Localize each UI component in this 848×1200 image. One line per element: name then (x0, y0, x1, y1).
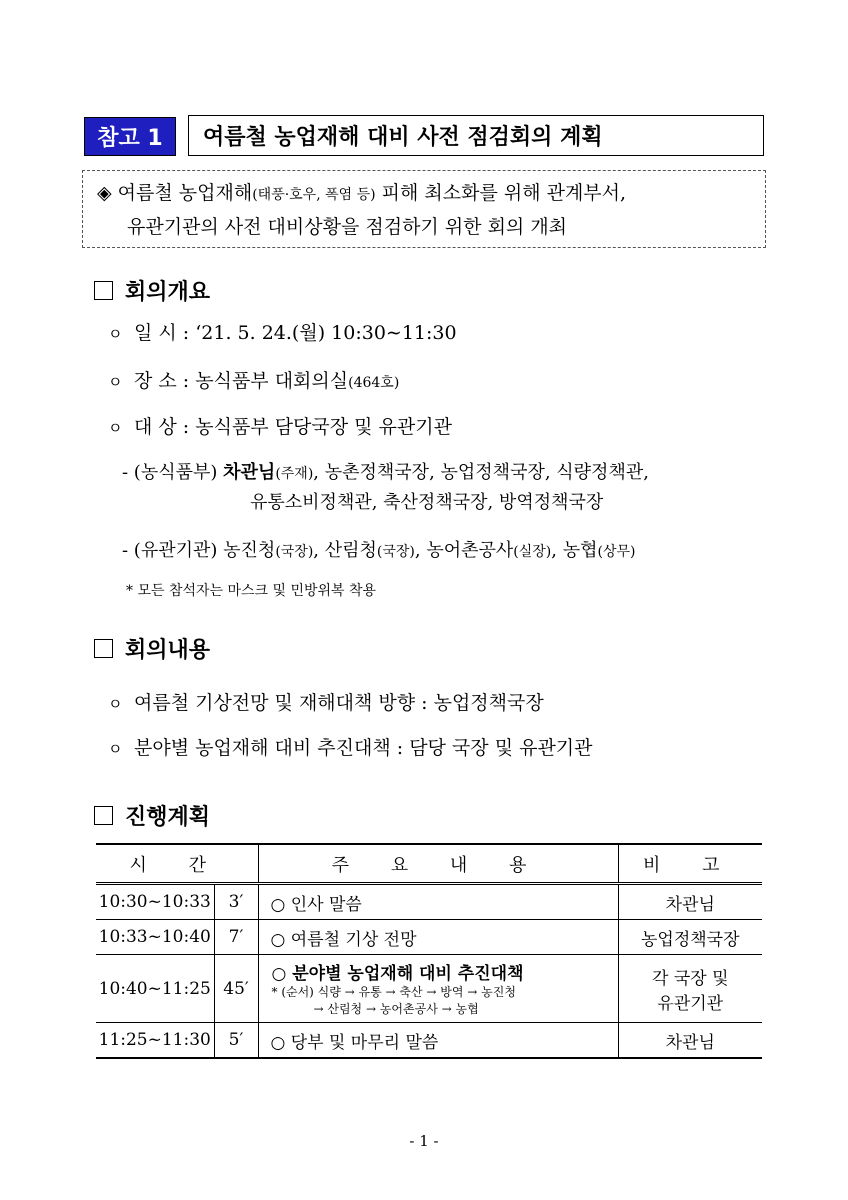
row-content-order-2: → 산림청 → 농어촌공사 → 농협 (313, 1002, 479, 1016)
section-contents-heading (94, 633, 210, 664)
bullet-icon: ㅇ (108, 419, 123, 437)
agency-1: 농진청 (223, 540, 276, 561)
row-time: 10:33~10:40 (96, 920, 214, 955)
ministry-line-2: 유통소비정책관, 축산정책국장, 방역정책국장 (250, 492, 604, 513)
summary-line-2: 유관기관의 사전 대비상황을 점검하기 위한 회의 개최 (127, 216, 568, 238)
overview-target (108, 412, 452, 439)
ministry-chair: 차관님 (223, 462, 276, 483)
overview-place (108, 366, 399, 393)
row-time: 10:40~11:25 (96, 955, 214, 1023)
checkbox-square-icon (94, 806, 113, 825)
diamond-marker: ◈ (97, 182, 112, 204)
section-plan-heading (94, 800, 210, 831)
reference-tag: 참고 1 (84, 117, 176, 156)
ministry-prefix: - (농식품부) (122, 462, 218, 483)
row-duration: 7′ (214, 920, 258, 955)
target-value: 농식품부 담당국장 및 유관기관 (195, 416, 452, 438)
agency-3: , 농어촌공사 (414, 540, 514, 561)
section-overview-heading (94, 275, 210, 306)
section-title: 진행계획 (125, 805, 211, 830)
section-title: 회의개요 (125, 280, 211, 305)
bullet-icon: ㅇ (108, 695, 123, 713)
date-label: 일 시 : (134, 322, 190, 344)
row-content: ○ 당부 및 마무리 말씀 (258, 1023, 618, 1059)
row-note-line-1: 각 국장 및 (652, 968, 729, 989)
bullet-icon: ㅇ (108, 740, 123, 758)
bullet-icon: ㅇ (108, 325, 123, 343)
row-duration: 3′ (214, 884, 258, 920)
agency-4-note: (상무) (597, 544, 636, 560)
row-content-main: ○ 분야별 농업재해 대비 추진대책 (271, 964, 524, 984)
summary-box (82, 170, 766, 248)
checkbox-square-icon (94, 281, 113, 300)
column-header-time: 시 간 (96, 844, 258, 884)
row-time: 10:30~10:33 (96, 884, 214, 920)
place-room: (464호) (348, 375, 400, 391)
row-note: 차관님 (618, 1023, 762, 1059)
summary-small: (태풍·호우, 폭염 등) (252, 187, 376, 203)
row-content (258, 955, 618, 1023)
agency-line (122, 536, 635, 562)
row-content: ○ 여름철 기상 전망 (258, 920, 618, 955)
row-duration: 45′ (214, 955, 258, 1023)
row-duration: 5′ (214, 1023, 258, 1059)
table-row (96, 1023, 762, 1059)
table-row (96, 955, 762, 1023)
agency-3-note: (실장) (513, 544, 552, 560)
row-note: 농업정책국장 (618, 920, 762, 955)
contents-item (108, 733, 593, 760)
section-title: 회의내용 (125, 638, 211, 663)
date-value: ‘21. 5. 24.(월) 10:30∼11:30 (195, 322, 457, 344)
summary-text-b: 피해 최소화를 위해 관계부서, (375, 182, 627, 204)
place-value: 농식품부 대회의실 (195, 370, 349, 392)
agency-1-note: (국장) (275, 544, 314, 560)
table-row (96, 884, 762, 920)
target-label: 대 상 : (134, 416, 190, 438)
agency-4: , 농협 (551, 540, 598, 561)
summary-line-1 (97, 177, 765, 211)
row-note-line-2: 유관기관 (657, 993, 724, 1014)
column-header-note: 비 고 (618, 844, 762, 884)
table-header-row (96, 844, 762, 884)
page-number: - 1 - (409, 1132, 439, 1150)
mask-note: * 모든 참석자는 마스크 및 민방위복 착용 (126, 583, 377, 599)
row-content-order: * (순서) 식량 → 유통 → 축산 → 방역 → 농진청 (271, 985, 516, 999)
ministry-rest: , 농촌정책국장, 농업정책국장, 식량정책관, (313, 462, 649, 483)
column-header-content: 주 요 내 용 (258, 844, 618, 884)
ministry-chair-note: (주재) (275, 466, 314, 482)
place-label: 장 소 : (134, 370, 190, 392)
ministry-line-1 (122, 458, 649, 484)
schedule-table (96, 843, 762, 1059)
row-note: 차관님 (618, 884, 762, 920)
agency-2-note: (국장) (376, 544, 415, 560)
contents-item-text: 여름철 기상전망 및 재해대책 방향 : 농업정책국장 (134, 692, 544, 714)
page-title: 여름철 농업재해 대비 사전 점검회의 계획 (188, 115, 764, 156)
agency-2: , 산림청 (313, 540, 377, 561)
overview-date (108, 318, 457, 345)
checkbox-square-icon (94, 639, 113, 658)
row-content: ○ 인사 말씀 (258, 884, 618, 920)
row-time: 11:25~11:30 (96, 1023, 214, 1059)
summary-text-a: 여름철 농업재해 (117, 182, 253, 204)
row-note (618, 955, 762, 1023)
table-row (96, 920, 762, 955)
contents-item (108, 688, 544, 715)
contents-item-text: 분야별 농업재해 대비 추진대책 : 담당 국장 및 유관기관 (134, 737, 593, 759)
bullet-icon: ㅇ (108, 373, 123, 391)
agency-prefix: - (유관기관) (122, 540, 218, 561)
